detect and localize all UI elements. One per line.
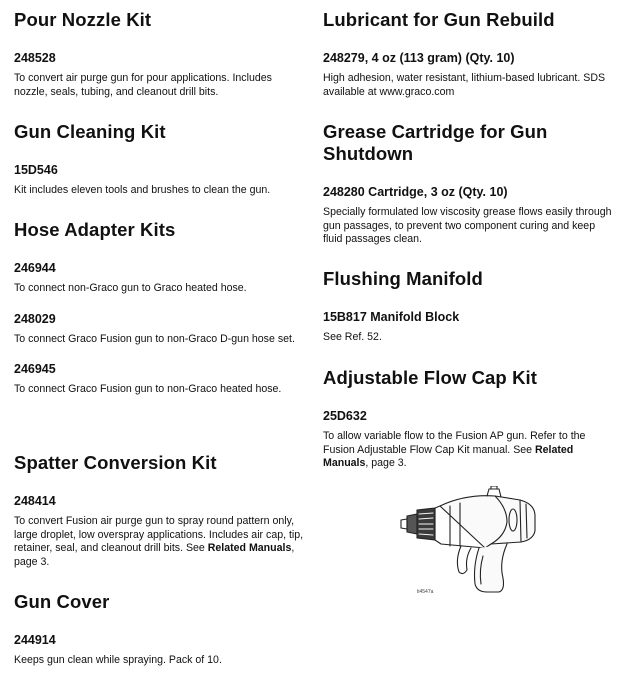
spatter-conversion-kit-part-number: 248414 <box>14 494 56 508</box>
hose-adapter-part-number-2: 248029 <box>14 311 56 326</box>
grease-cartridge-section <box>323 121 613 247</box>
spatter-description-tail: , page 3. <box>14 542 295 568</box>
flow-cap-related-manuals-link[interactable]: Related Manuals <box>323 443 574 469</box>
grease-cartridge-description: Specially formulated low viscosity grease flows easily through gun passages, to prevent two component curing and keep fluid passages clean. <box>323 206 612 245</box>
adjustable-flow-cap-kit-title: Adjustable Flow Cap Kit <box>323 367 538 388</box>
lubricant-description: High adhesion, water resistant, lithium-based lubricant. SDS available at www.graco.com <box>323 72 606 98</box>
gun-cleaning-kit-description: Kit includes eleven tools and brushes to clean the gun. <box>14 184 271 196</box>
hose-adapter-description-2: To connect Graco Fusion gun to non-Graco D-gun hose set. <box>14 332 295 345</box>
gun-cleaning-kit-title: Gun Cleaning Kit <box>14 121 166 142</box>
flushing-manifold-title: Flushing Manifold <box>323 268 483 289</box>
spatter-conversion-kit-description <box>14 515 304 569</box>
flushing-manifold-section <box>323 268 613 345</box>
flow-cap-description-text: To allow variable flow to the Fusion AP gun. Refer to the Fusion Adjustable Flow Cap Kit manual. See <box>323 430 586 456</box>
gun-cleaning-kit-part-number: 15D546 <box>14 163 58 177</box>
hose-adapter-part-number-1: 246944 <box>14 261 56 275</box>
hose-adapter-part-number-3: 246945 <box>14 362 56 376</box>
lubricant-title: Lubricant for Gun Rebuild <box>323 9 555 30</box>
gun-cleaning-kit-section <box>14 121 304 198</box>
figure-label: ti4547a <box>417 589 434 595</box>
grease-cartridge-part-number: 248280 Cartridge, 3 oz (Qty. 10) <box>323 185 508 199</box>
pour-nozzle-kit-section <box>14 9 304 99</box>
gun-cover-title: Gun Cover <box>14 591 110 612</box>
hose-adapter-kits-title: Hose Adapter Kits <box>14 219 176 240</box>
spatter-conversion-kit-section <box>14 452 304 569</box>
adjustable-flow-cap-kit-description <box>323 430 613 471</box>
fusion-ap-gun-illustration <box>395 486 545 598</box>
hose-adapter-kits-section <box>14 219 304 397</box>
lubricant-section <box>323 9 613 99</box>
spatter-conversion-kit-title: Spatter Conversion Kit <box>14 452 217 473</box>
flushing-manifold-description: See Ref. 52. <box>323 331 382 343</box>
flushing-manifold-part-number: 15B817 Manifold Block <box>323 310 460 324</box>
flow-cap-description-tail: , page 3. <box>365 457 407 469</box>
pour-nozzle-kit-title: Pour Nozzle Kit <box>14 9 152 30</box>
adjustable-flow-cap-kit-section <box>323 367 613 471</box>
hose-adapter-description-3: To connect Graco Fusion gun to non-Graco heated hose. <box>14 383 282 395</box>
spatter-related-manuals-link[interactable]: Related Manuals <box>207 542 292 554</box>
pour-nozzle-kit-description: To convert air purge gun for pour applications. Includes nozzle, seals, tubing, and cleanout drill bits. <box>14 72 272 98</box>
gun-cover-description: Keeps gun clean while spraying. Pack of 10. <box>14 654 222 666</box>
pour-nozzle-kit-part-number: 248528 <box>14 51 56 65</box>
adjustable-flow-cap-kit-part-number: 25D632 <box>323 409 367 423</box>
grease-cartridge-title: Grease Cartridge for Gun Shutdown <box>323 121 548 164</box>
hose-adapter-description-1: To connect non-Graco gun to Graco heated hose. <box>14 282 247 294</box>
lubricant-part-number: 248279, 4 oz (113 gram) (Qty. 10) <box>323 51 515 65</box>
gun-cover-section <box>14 591 304 668</box>
spatter-description-text: To convert Fusion air purge gun to spray round pattern only, large droplet, low overspray applications. Includes air cap, tip, retainer, seal, and cleanout drill bits. See <box>14 515 304 554</box>
gun-cover-part-number: 244914 <box>14 633 56 647</box>
